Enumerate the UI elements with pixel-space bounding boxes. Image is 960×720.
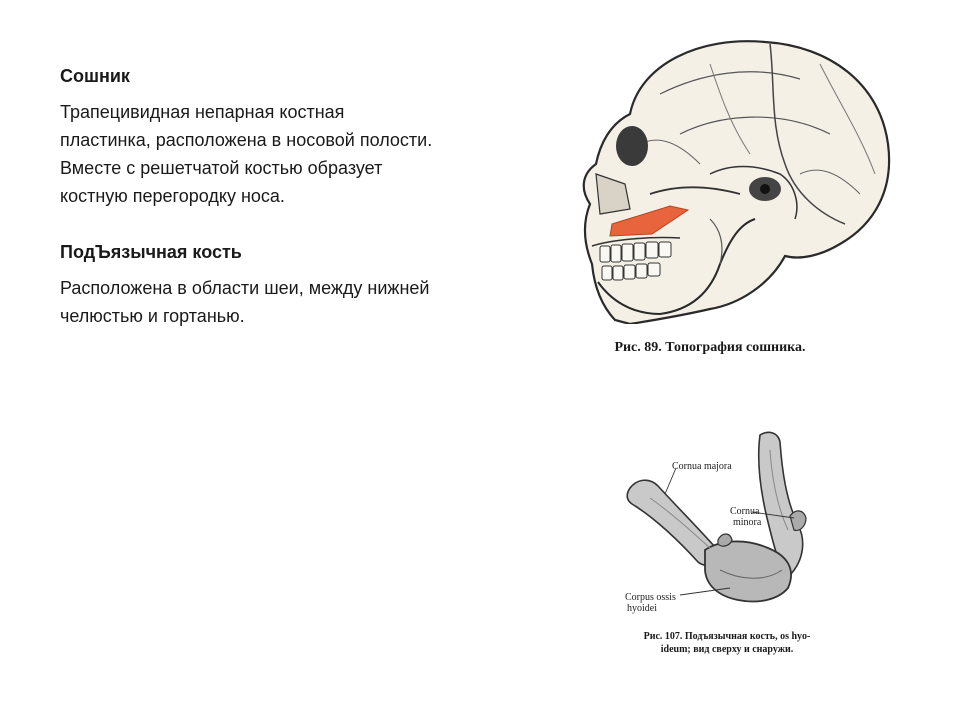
label-cornua-majora: Cornua majora: [672, 461, 732, 472]
label-cornua-minora-1: Cornua: [730, 506, 760, 517]
label-corpus-1: Corpus ossis: [625, 592, 676, 603]
hyoid-caption-line1: Рис. 107. Подъязычная кость, os hyo-: [643, 631, 811, 642]
skull-illustration: [570, 24, 900, 324]
section-hyoid: [60, 240, 440, 330]
vomer-description: Трапецивидная непарная костная пластинка, расположена в носовой полости. Вместе с решетчатой костью образует костную перегородку носа.: [60, 102, 433, 206]
hyoid-description: Расположена в области шеи, между нижней челюстью и гортанью.: [60, 278, 430, 326]
hyoid-caption-line2: ideum; вид сверху и снаружи.: [660, 644, 794, 655]
hyoid-heading: ПодЪязычная кость: [60, 242, 242, 262]
section-vomer: [60, 64, 440, 210]
label-cornua-minora-2: minora: [733, 517, 762, 528]
label-corpus-2: hyoidei: [627, 603, 657, 614]
text-column: [60, 64, 440, 330]
hyoid-caption: [612, 630, 842, 656]
vomer-heading: Сошник: [60, 66, 130, 86]
skull-caption: Рис. 89. Топография сошника.: [614, 340, 806, 355]
